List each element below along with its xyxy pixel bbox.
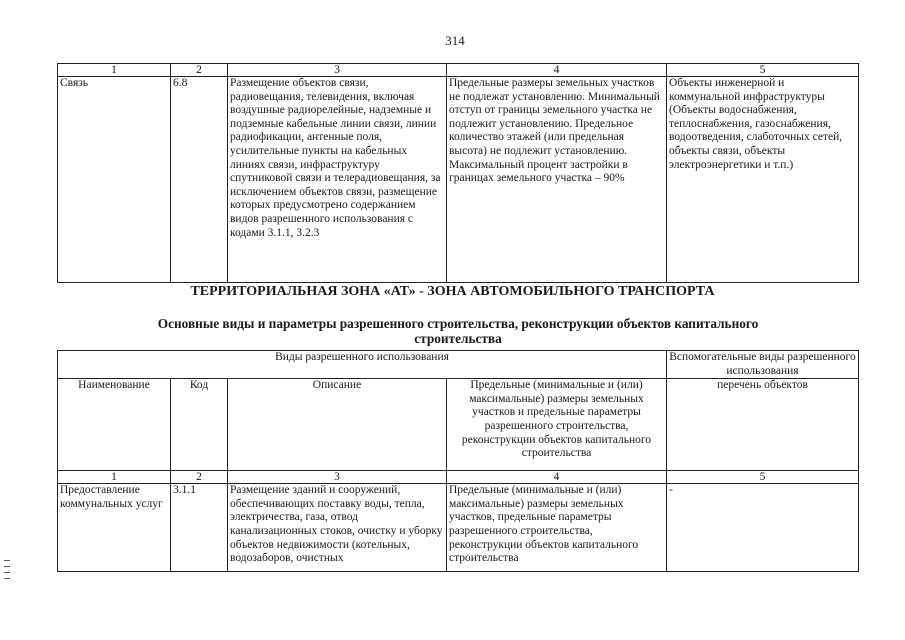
number-cell: 3 bbox=[228, 471, 447, 484]
header-cell: 2 bbox=[171, 64, 228, 77]
number-cell: 1 bbox=[58, 471, 171, 484]
cell-parameters: Предельные (минимальные и (или) максимальные) размеры земельных участков, предельные параметры разрешенного строительства, реконструкции объектов капитального строительства bbox=[447, 484, 667, 572]
header-cell: 5 bbox=[667, 64, 859, 77]
number-cell: 2 bbox=[171, 471, 228, 484]
group-header-aux: Вспомогательные виды разрешенного использования bbox=[667, 351, 859, 379]
cell-auxiliary: - bbox=[667, 484, 859, 572]
number-cell: 4 bbox=[447, 471, 667, 484]
cell-code: 6.8 bbox=[171, 77, 228, 283]
column-header-description: Описание bbox=[228, 379, 447, 471]
number-cell: 5 bbox=[667, 471, 859, 484]
cell-parameters: Предельные размеры земельных участков не подлежат установлению. Минимальный отступ от границы земельного участка не подлежит установлению. Предельное количество этажей (или предельная высота) не подлежит установлению. Максимальный процент застройки в границах земельного участка – 90% bbox=[447, 77, 667, 283]
column-header-row bbox=[58, 379, 859, 471]
cell-auxiliary: Объекты инженерной и коммунальной инфраструктуры (Объекты водоснабжения, теплоснабжения, газоснабжения, водоотведения, слаботочных сетей, объекты связи, объекты электроэнергетики и т.п.) bbox=[667, 77, 859, 283]
cell-description: Размещение объектов связи, радиовещания, телевидения, включая воздушные радиорелейные, надземные и подземные кабельные линии связи, линии радиофикации, антенные поля, усилительные пункты на кабельных линиях связи, инфраструктуру спутниковой связи и телерадиовещания, за исключением объектов связи, размещение которых предусмотрено содержанием видов разрешенного использования с кодами 3.1.1, 3.2.3 bbox=[228, 77, 447, 283]
scan-margin-marks bbox=[4, 560, 10, 620]
cell-name: Предоставление коммунальных услуг bbox=[58, 484, 171, 572]
column-header-parameters: Предельные (минимальные и (или) максимальные) размеры земельных участков и предельные параметры разрешенного строительства, реконструкции объектов капитального строительства bbox=[447, 379, 667, 471]
group-header-main: Виды разрешенного использования bbox=[58, 351, 667, 379]
header-cell: 4 bbox=[447, 64, 667, 77]
cell-name: Связь bbox=[58, 77, 171, 283]
header-cell: 1 bbox=[58, 64, 171, 77]
section-title: Основные виды и параметры разрешенного строительства, реконструкции объектов капитального строительства bbox=[157, 316, 759, 346]
page-number: 314 bbox=[445, 33, 465, 48]
column-header-name: Наименование bbox=[58, 379, 171, 471]
table-row bbox=[58, 484, 859, 572]
column-header-code: Код bbox=[171, 379, 228, 471]
cell-code: 3.1.1 bbox=[171, 484, 228, 572]
table-row bbox=[58, 77, 859, 283]
header-cell: 3 bbox=[228, 64, 447, 77]
table-svyaz bbox=[57, 63, 859, 283]
table-header-row bbox=[58, 64, 859, 77]
group-header-row bbox=[58, 351, 859, 379]
column-header-aux: перечень объектов bbox=[667, 379, 859, 471]
zone-title: ТЕРРИТОРИАЛЬНАЯ ЗОНА «АТ» - ЗОНА АВТОМОБИЛЬНОГО ТРАНСПОРТА bbox=[190, 284, 715, 299]
table-zone-at bbox=[57, 350, 859, 572]
number-row bbox=[58, 471, 859, 484]
cell-description: Размещение зданий и сооружений, обеспечивающих поставку воды, тепла, электричества, газа, отвод канализационных стоков, очистку и уборку объектов недвижимости (котельных, водозаборов, очистных bbox=[228, 484, 447, 572]
